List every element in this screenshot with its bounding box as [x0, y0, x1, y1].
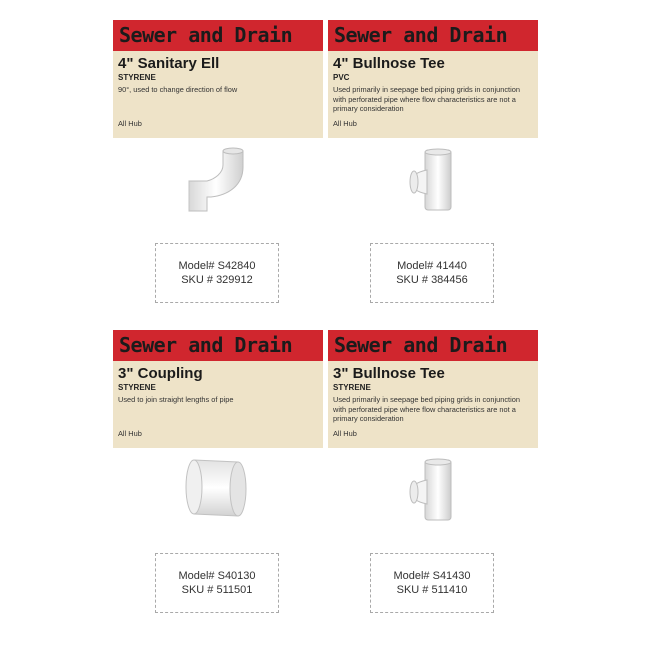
coupling-fitting-icon	[180, 452, 252, 524]
model-number: Model# 41440	[397, 260, 467, 272]
category-banner: Sewer and Drain	[328, 20, 538, 51]
product-material: PVC	[333, 73, 350, 82]
model-sku-box	[370, 553, 494, 613]
model-number: Model# S40130	[178, 570, 256, 582]
product-title: 4" Bullnose Tee	[333, 55, 445, 72]
category-banner: Sewer and Drain	[113, 330, 323, 361]
model-sku-box	[155, 243, 279, 303]
hub-type: All Hub	[118, 429, 142, 438]
bullnose-tee-fitting-icon	[405, 458, 465, 522]
model-sku-box	[155, 553, 279, 613]
sku-number: SKU # 511501	[181, 584, 253, 596]
product-card-sanitary-ell	[113, 20, 323, 138]
sku-number: SKU # 384456	[396, 274, 468, 286]
product-header	[113, 330, 323, 448]
product-material: STYRENE	[118, 73, 156, 82]
model-sku-box	[370, 243, 494, 303]
product-title: 4" Sanitary Ell	[118, 55, 220, 72]
sanitary-ell-fitting-icon	[183, 145, 253, 215]
hub-type: All Hub	[118, 119, 142, 128]
product-title: 3" Coupling	[118, 365, 203, 382]
product-description: 90°, used to change direction of flow	[118, 85, 238, 94]
hub-type: All Hub	[333, 119, 357, 128]
bullnose-tee-fitting-icon	[405, 148, 465, 212]
category-banner: Sewer and Drain	[328, 330, 538, 361]
sku-number: SKU # 329912	[181, 274, 253, 286]
product-description: Used to join straight lengths of pipe	[118, 395, 234, 404]
sku-number: SKU # 511410	[396, 584, 468, 596]
category-banner: Sewer and Drain	[113, 20, 323, 51]
model-number: Model# S41430	[393, 570, 471, 582]
product-card-coupling	[113, 330, 323, 448]
product-header	[113, 20, 323, 138]
product-material: STYRENE	[333, 383, 371, 392]
product-material: STYRENE	[118, 383, 156, 392]
product-description: Used primarily in seepage bed piping grids in conjunction with perforated pipe where flow characteristics are not a primary consideration	[333, 395, 520, 423]
model-number: Model# S42840	[178, 260, 256, 272]
product-title: 3" Bullnose Tee	[333, 365, 445, 382]
product-header	[328, 20, 538, 138]
product-card-bullnose-tee-3	[328, 330, 538, 448]
product-card-bullnose-tee-4	[328, 20, 538, 138]
hub-type: All Hub	[333, 429, 357, 438]
product-header	[328, 330, 538, 448]
product-description: Used primarily in seepage bed piping grids in conjunction with perforated pipe where flow characteristics are not a primary consideration	[333, 85, 520, 113]
